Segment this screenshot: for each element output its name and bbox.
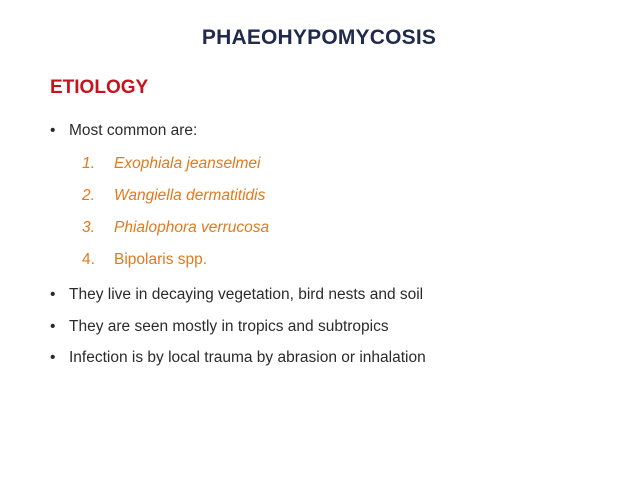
organism-list-item bbox=[82, 219, 269, 237]
bullet-item bbox=[50, 318, 389, 336]
list-number: 4. bbox=[82, 251, 95, 268]
organism-name: Bipolaris spp. bbox=[114, 251, 208, 268]
bullet-text: Most common are: bbox=[69, 122, 198, 139]
bullet-item bbox=[50, 349, 426, 367]
bullet-text: Infection is by local trauma by abrasion or inhalation bbox=[69, 349, 426, 366]
bullet-icon: • bbox=[50, 318, 56, 335]
organism-name: Wangiella dermatitidis bbox=[114, 187, 266, 204]
list-number: 2. bbox=[82, 187, 95, 204]
bullet-item bbox=[50, 286, 423, 304]
organism-list-item bbox=[82, 251, 207, 269]
bullet-text: They are seen mostly in tropics and subtropics bbox=[69, 318, 389, 335]
bullet-item bbox=[50, 122, 197, 140]
organism-name: Phialophora verrucosa bbox=[114, 219, 270, 236]
section-heading: ETIOLOGY bbox=[50, 77, 149, 98]
bullet-icon: • bbox=[50, 349, 56, 366]
bullet-icon: • bbox=[50, 122, 56, 139]
list-number: 1. bbox=[82, 155, 95, 172]
organism-list-item bbox=[82, 187, 265, 205]
organism-list-item bbox=[82, 155, 260, 173]
organism-name: Exophiala jeanselmei bbox=[114, 155, 261, 172]
list-number: 3. bbox=[82, 219, 95, 236]
bullet-text: They live in decaying vegetation, bird nests and soil bbox=[69, 286, 424, 303]
bullet-icon: • bbox=[50, 286, 56, 303]
slide-title: PHAEOHYPOMYCOSIS bbox=[201, 26, 437, 49]
